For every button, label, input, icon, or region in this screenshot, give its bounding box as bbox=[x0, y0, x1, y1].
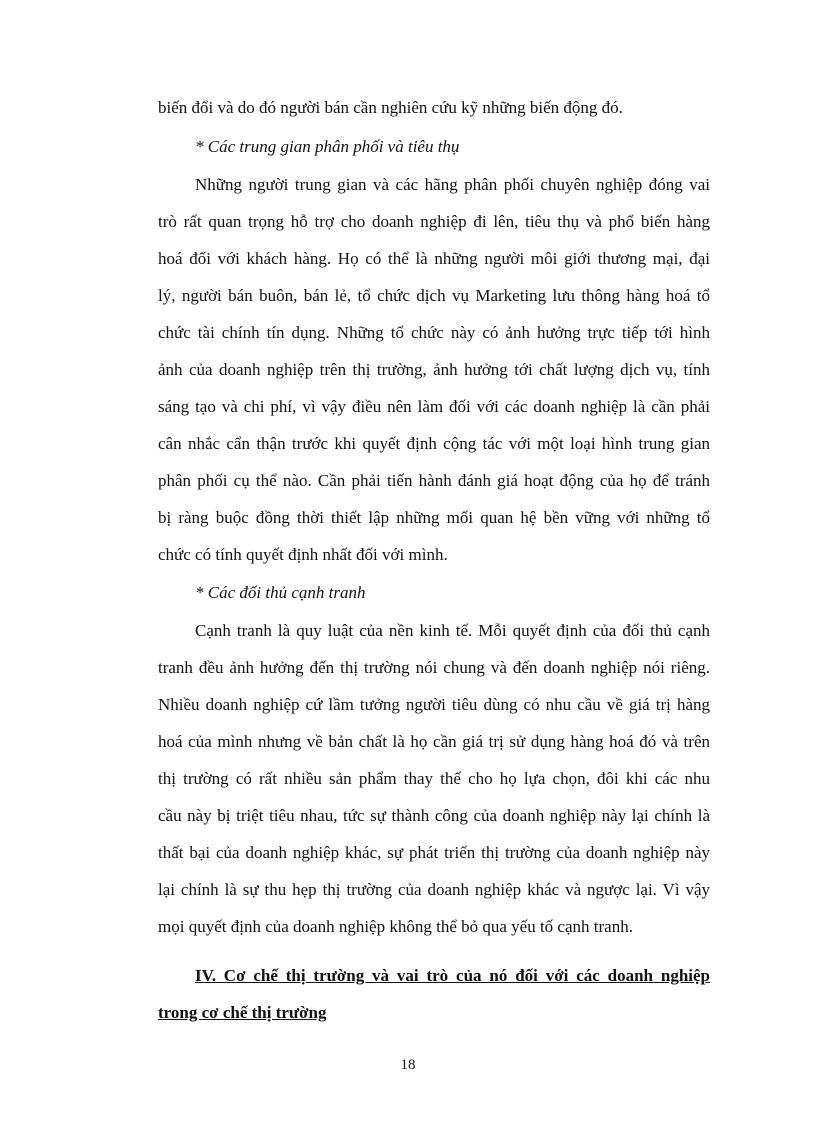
paragraph-1-line: hoá đối với khách hàng. Họ có thể là những người môi giới thương mại, đại bbox=[158, 249, 710, 268]
paragraph-1-line: ảnh của doanh nghiệp trên thị trường, ảnh hưởng tới chất lượng dịch vụ, tính bbox=[158, 360, 710, 379]
section-heading-line-2: trong cơ chế thị trường bbox=[158, 1003, 327, 1022]
section-heading-line-1: IV. Cơ chế thị trường và vai trò của nó đối với các doanh nghiệp bbox=[195, 966, 710, 985]
paragraph-2-line: Nhiều doanh nghiệp cứ lầm tưởng người tiêu dùng có nhu cầu về giá trị hàng bbox=[158, 695, 710, 714]
paragraph-intro-line: biến đổi và do đó người bán cần nghiên cứu kỹ những biến động đó. bbox=[158, 98, 623, 117]
subheading-competitors: * Các đối thủ cạnh tranh bbox=[195, 583, 366, 602]
paragraph-2-line: Cạnh tranh là quy luật của nền kinh tế. Mỗi quyết định của đối thủ cạnh bbox=[195, 621, 710, 640]
page-number: 18 bbox=[400, 1057, 416, 1073]
subheading-intermediaries: * Các trung gian phân phối và tiêu thụ bbox=[195, 137, 460, 156]
paragraph-2-line: mọi quyết định của doanh nghiệp không thể bỏ qua yếu tố cạnh tranh. bbox=[158, 917, 633, 936]
paragraph-2-line: thị trường có rất nhiều sản phẩm thay thế cho họ lựa chọn, đôi khi các nhu bbox=[158, 769, 710, 788]
paragraph-2-line: tranh đều ảnh hưởng đến thị trường nói chung và đến doanh nghiệp nói riêng. bbox=[158, 658, 710, 677]
paragraph-1-line: phân phối cụ thể nào. Cần phải tiến hành đánh giá hoạt động của họ để tránh bbox=[158, 471, 710, 490]
paragraph-2-line: lại chính là sự thu hẹp thị trường của doanh nghiệp khác và ngược lại. Vì vậy bbox=[158, 880, 710, 899]
paragraph-1-line: sáng tạo và chi phí, vì vậy điều nên làm đối với các doanh nghiệp là cần phải bbox=[158, 397, 710, 416]
paragraph-1-line: Những người trung gian và các hãng phân phối chuyên nghiệp đóng vai bbox=[195, 175, 710, 194]
paragraph-1-line: chức có tính quyết định nhất đối với mình. bbox=[158, 545, 448, 564]
paragraph-1-line: cân nhắc cẩn thận trước khi quyết định cộng tác với một loại hình trung gian bbox=[158, 434, 710, 453]
paragraph-1-line: chức tài chính tín dụng. Những tổ chức này có ảnh hưởng trực tiếp tới hình bbox=[158, 323, 710, 342]
paragraph-1-line: lý, người bán buôn, bán lẻ, tổ chức dịch vụ Marketing lưu thông hàng hoá tổ bbox=[158, 286, 710, 305]
paragraph-1-line: bị ràng buộc đồng thời thiết lập những mối quan hệ bền vững với những tổ bbox=[158, 508, 710, 527]
paragraph-2-line: thất bại của doanh nghiệp khác, sự phát triển thị trường của doanh nghiệp này bbox=[158, 843, 710, 862]
paragraph-2-line: hoá của mình nhưng về bản chất là họ cần giá trị sử dụng hàng hoá đó và trên bbox=[158, 732, 710, 751]
paragraph-1-line: trò rất quan trọng hỗ trợ cho doanh nghiệp đi lên, tiêu thụ và phổ biến hàng bbox=[158, 212, 710, 231]
paragraph-2-line: cầu này bị triệt tiêu nhau, tức sự thành công của doanh nghiệp này lại chính là bbox=[158, 806, 710, 825]
